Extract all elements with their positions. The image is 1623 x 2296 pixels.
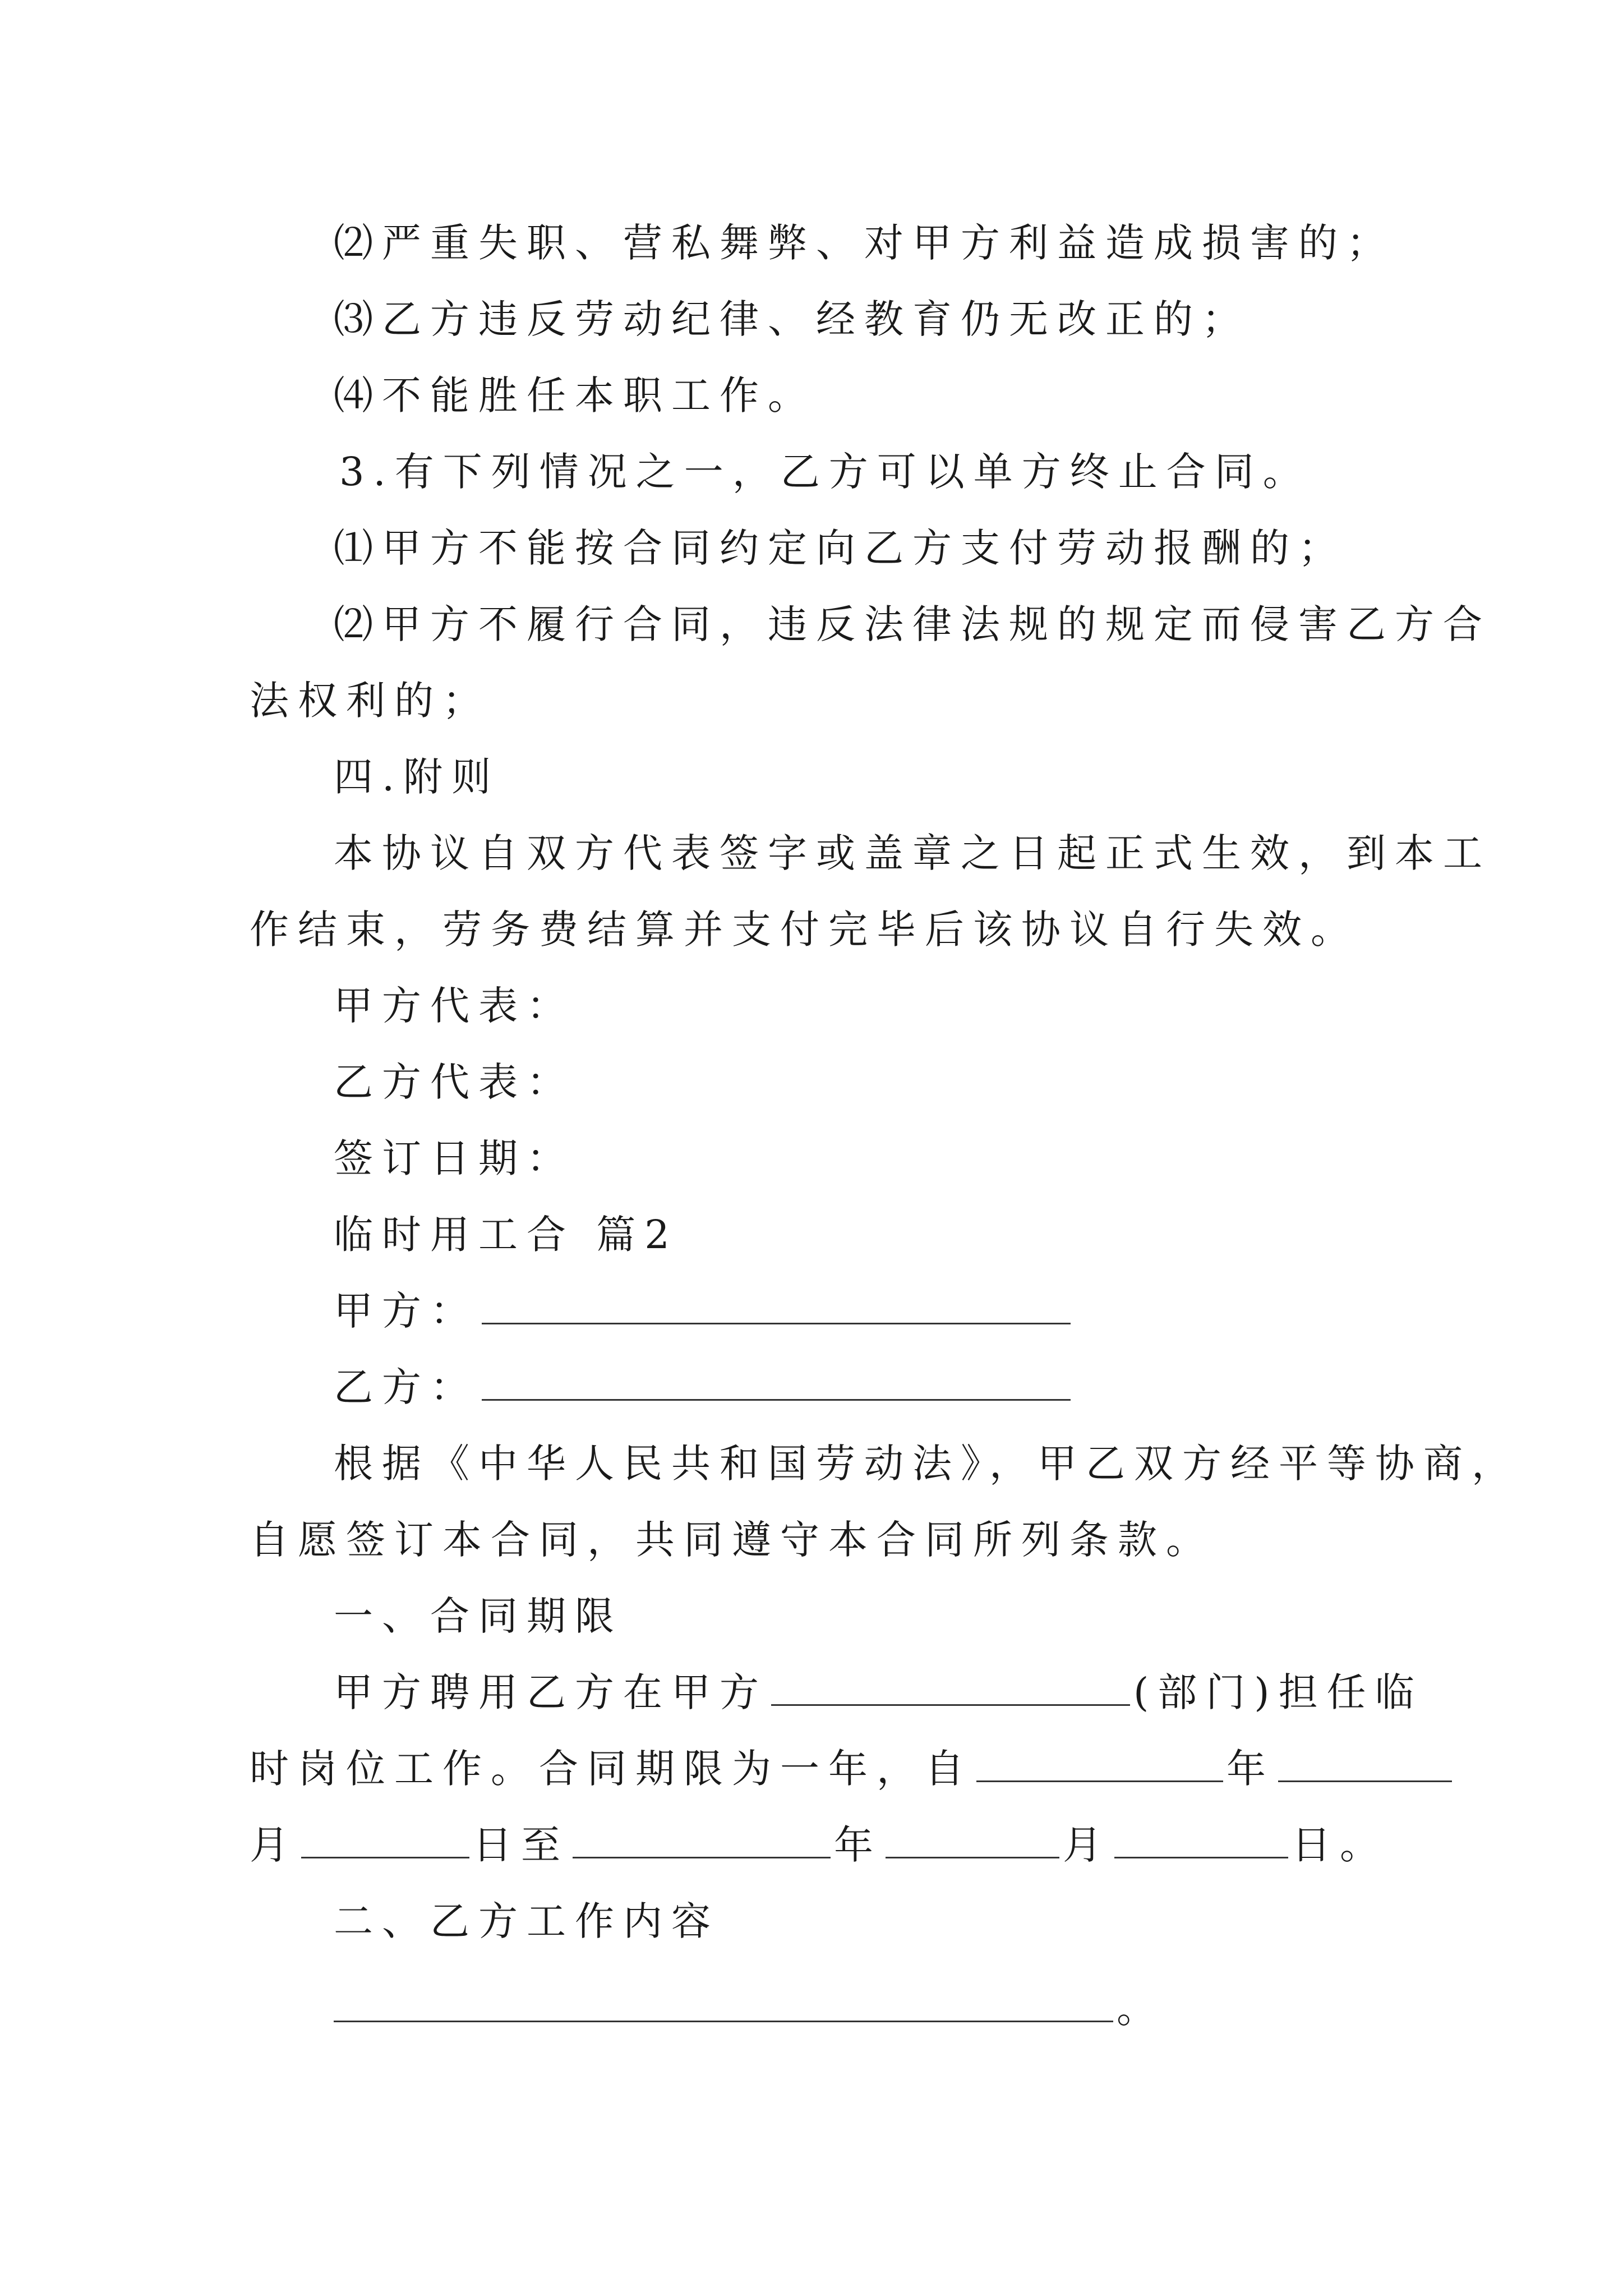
section-heading: 一、合同期限 [334, 1593, 623, 1639]
text: 年 [1227, 1746, 1275, 1792]
clause-heading: 3.有下列情况之一，乙方可以单方终止合同。 [339, 449, 1311, 495]
party-a-label: 甲方： [334, 1288, 478, 1334]
contract-title: 临时用工合 篇2 [334, 1212, 679, 1258]
party-a-line [334, 1286, 1394, 1336]
start-month-blank [1278, 1746, 1452, 1782]
paragraph-line: 作结束，劳务费结算并支付完毕后该协议自行失效。 [250, 907, 1359, 953]
party-b-line [334, 1362, 1394, 1412]
start-day-blank [301, 1822, 469, 1858]
text: 时岗位工作。合同期限为一年，自 [250, 1746, 973, 1792]
clause-line: ⑷不能胜任本职工作。 [334, 372, 816, 418]
text: 年 [834, 1822, 882, 1868]
paragraph-line: 根据《中华人民共和国劳动法》，甲乙双方经平等协商， [334, 1441, 1520, 1487]
party-a-blank [482, 1288, 1071, 1324]
clause-line-continued: 法权利的； [250, 678, 491, 724]
paragraph-line: 本协议自双方代表签字或盖章之日起正式生效，到本工 [334, 830, 1491, 876]
section-heading: 二、乙方工作内容 [334, 1898, 720, 1944]
contract-term-line [250, 1743, 1394, 1794]
department-blank [771, 1669, 1130, 1706]
text: (部门)担任临 [1133, 1669, 1423, 1715]
contract-term-line [250, 1820, 1394, 1870]
party-b-blank [482, 1364, 1071, 1401]
start-year-blank [976, 1746, 1223, 1782]
clause-line: ⑶乙方违反劳动纪律、经教育仍无改正的； [334, 296, 1250, 342]
end-month-blank [886, 1822, 1059, 1858]
text: 月 [250, 1822, 298, 1868]
clause-line: ⑵甲方不履行合同，违反法律法规的规定而侵害乙方合 [334, 601, 1491, 647]
paragraph-line: 自愿签订本合同，共同遵守本合同所列条款。 [250, 1517, 1214, 1563]
work-content-blank [334, 1986, 1113, 2022]
party-a-representative-label: 甲方代表： [334, 983, 575, 1029]
clause-line: ⑵严重失职、营私舞弊、对甲方利益造成损害的； [334, 220, 1395, 266]
text: 日至 [473, 1822, 569, 1868]
work-content-line [334, 1984, 1394, 2034]
contract-term-line [334, 1667, 1423, 1718]
text: 甲方聘用乙方在甲方 [334, 1669, 768, 1715]
signing-date-label: 签订日期： [334, 1135, 575, 1181]
text: 日。 [1292, 1822, 1388, 1868]
party-b-representative-label: 乙方代表： [334, 1059, 575, 1105]
clause-line: ⑴甲方不能按合同约定向乙方支付劳动报酬的； [334, 525, 1347, 571]
section-heading: 四.附则 [334, 754, 500, 800]
text: 月 [1063, 1822, 1111, 1868]
text: 。 [1117, 1986, 1165, 2032]
party-b-label: 乙方： [334, 1364, 478, 1410]
end-year-blank [573, 1822, 831, 1858]
end-day-blank [1114, 1822, 1288, 1858]
